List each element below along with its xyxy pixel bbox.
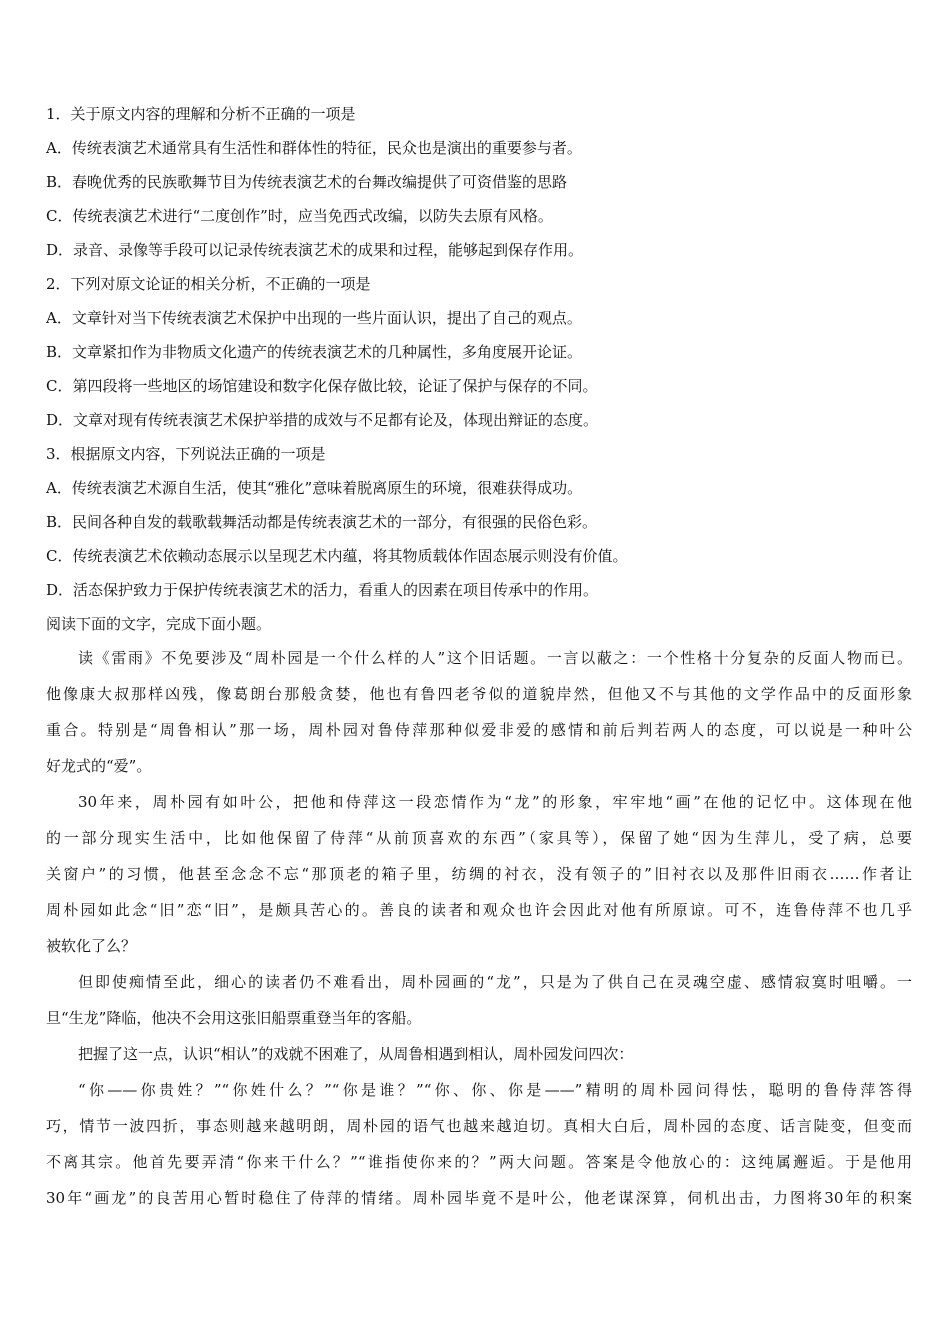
passage-line: 读《雷雨》不免要涉及“周朴园是一个什么样的人”这个旧话题。一言以蔽之：一个性格十分复杂的反面人物而已。 bbox=[78, 649, 912, 667]
question-2-option-a: A．文章针对当下传统表演艺术保护中出现的一些片面认识，提出了自己的观点。 bbox=[46, 309, 582, 327]
question-2-option-d: D．文章对现有传统表演艺术保护举措的成效与不足都有论及，体现出辩证的态度。 bbox=[46, 411, 599, 429]
question-3-option-b: B．民间各种自发的载歌载舞活动都是传统表演艺术的一部分，有很强的民俗色彩。 bbox=[46, 513, 598, 531]
passage-line: 重合。特别是“周鲁相认”那一场，周朴园对鲁侍萍那种似爱非爱的感情和前后判若两人的态度，可以说是一种叶公 bbox=[46, 721, 912, 739]
passage-line: 但即使痴情至此，细心的读者仍不难看出，周朴园画的“龙”，只是为了供自己在灵魂空虚、感情寂寞时咀嚼。一 bbox=[78, 973, 912, 991]
passage-line: 不离其宗。他首先要弄清“你来干什么？”“谁指使你来的？”两大问题。答案是令他放心的：这纯属邂逅。于是他用 bbox=[46, 1153, 912, 1171]
question-3-stem: 3．根据原文内容，下列说法正确的一项是 bbox=[46, 445, 326, 463]
passage-line: 的一部分现实生活中，比如他保留了侍萍“从前顶喜欢的东西”（家具等），保留了她“因为生萍儿，受了病，总要 bbox=[46, 829, 912, 847]
passage-line: 被软化了么？ bbox=[46, 937, 137, 955]
passage-line: 30年“画龙”的良苦用心暂时稳住了侍萍的情绪。周朴园毕竟不是叶公，他老谋深算，伺机出击，力图将30年的积案 bbox=[46, 1189, 912, 1207]
question-1-option-c: C．传统表演艺术进行“二度创作”时，应当免西式改编，以防失去原有风格。 bbox=[46, 207, 553, 225]
passage-line: 巧，情节一波四折，事态则越来越明朗，周朴园的语气也越来越迫切。真相大白后，周朴园的态度、话言陡变，但变而 bbox=[46, 1117, 912, 1135]
passage-line: 30年来，周朴园有如叶公，把他和侍萍这一段恋情作为“龙”的形象，牢牢地“画”在他的记忆中。这体现在他 bbox=[78, 793, 912, 811]
question-1-option-b: B．春晚优秀的民族歌舞节目为传统表演艺术的台舞改编提供了可资借鉴的思路 bbox=[46, 173, 568, 191]
question-2-stem: 2．下列对原文论证的相关分析，不正确的一项是 bbox=[46, 275, 371, 293]
question-3-option-c: C．传统表演艺术依赖动态展示以呈现艺术内蕴，将其物质载体作固态展示则没有价值。 bbox=[46, 547, 628, 565]
passage-line: 旦“生龙”降临，他决不会用这张旧船票重登当年的客船。 bbox=[46, 1009, 422, 1027]
question-1-stem: 1．关于原文内容的理解和分析不正确的一项是 bbox=[46, 105, 356, 123]
passage-line: 好龙式的“爱”。 bbox=[46, 757, 152, 775]
reading-instruction: 阅读下面的文字，完成下面小题。 bbox=[46, 615, 272, 633]
passage-line: 他像康大叔那样凶残，像葛朗台那般贪婪，他也有鲁四老爷似的道貌岸然，但他又不与其他的文学作品中的反面形象 bbox=[46, 685, 912, 703]
question-3-option-a: A．传统表演艺术源自生活，使其“雅化”意味着脱离原生的环境，很难获得成功。 bbox=[46, 479, 583, 497]
passage-line: 关窗户”的习惯，他甚至念念不忘“那顶老的箱子里，纺绸的衬衣，没有领子的”旧衬衣以及那件旧雨衣……作者让 bbox=[46, 865, 912, 883]
passage-line: “你——你贵姓？”“你姓什么？”“你是谁？”“你、你、你是——”精明的周朴园问得怯，聪明的鲁侍萍答得 bbox=[78, 1081, 912, 1099]
passage-line: 把握了这一点，认识“相认”的戏就不困难了，从周鲁相遇到相认，周朴园发问四次： bbox=[78, 1045, 634, 1063]
question-3-option-d: D．活态保护致力于保护传统表演艺术的活力，看重人的因素在项目传承中的作用。 bbox=[46, 581, 599, 599]
passage-line: 周朴园如此念“旧”恋“旧”，是颇具苦心的。善良的读者和观众也许会因此对他有所原谅。可不，连鲁侍萍不也几乎 bbox=[46, 901, 912, 919]
question-2-option-c: C．第四段将一些地区的场馆建设和数字化保存做比较，论证了保护与保存的不同。 bbox=[46, 377, 598, 395]
question-1-option-d: D．录音、录像等手段可以记录传统表演艺术的成果和过程，能够起到保存作用。 bbox=[46, 241, 584, 259]
question-1-option-a: A．传统表演艺术通常具有生活性和群体性的特征，民众也是演出的重要参与者。 bbox=[46, 139, 582, 157]
question-2-option-b: B．文章紧扣作为非物质文化遗产的传统表演艺术的几种属性，多角度展开论证。 bbox=[46, 343, 583, 361]
